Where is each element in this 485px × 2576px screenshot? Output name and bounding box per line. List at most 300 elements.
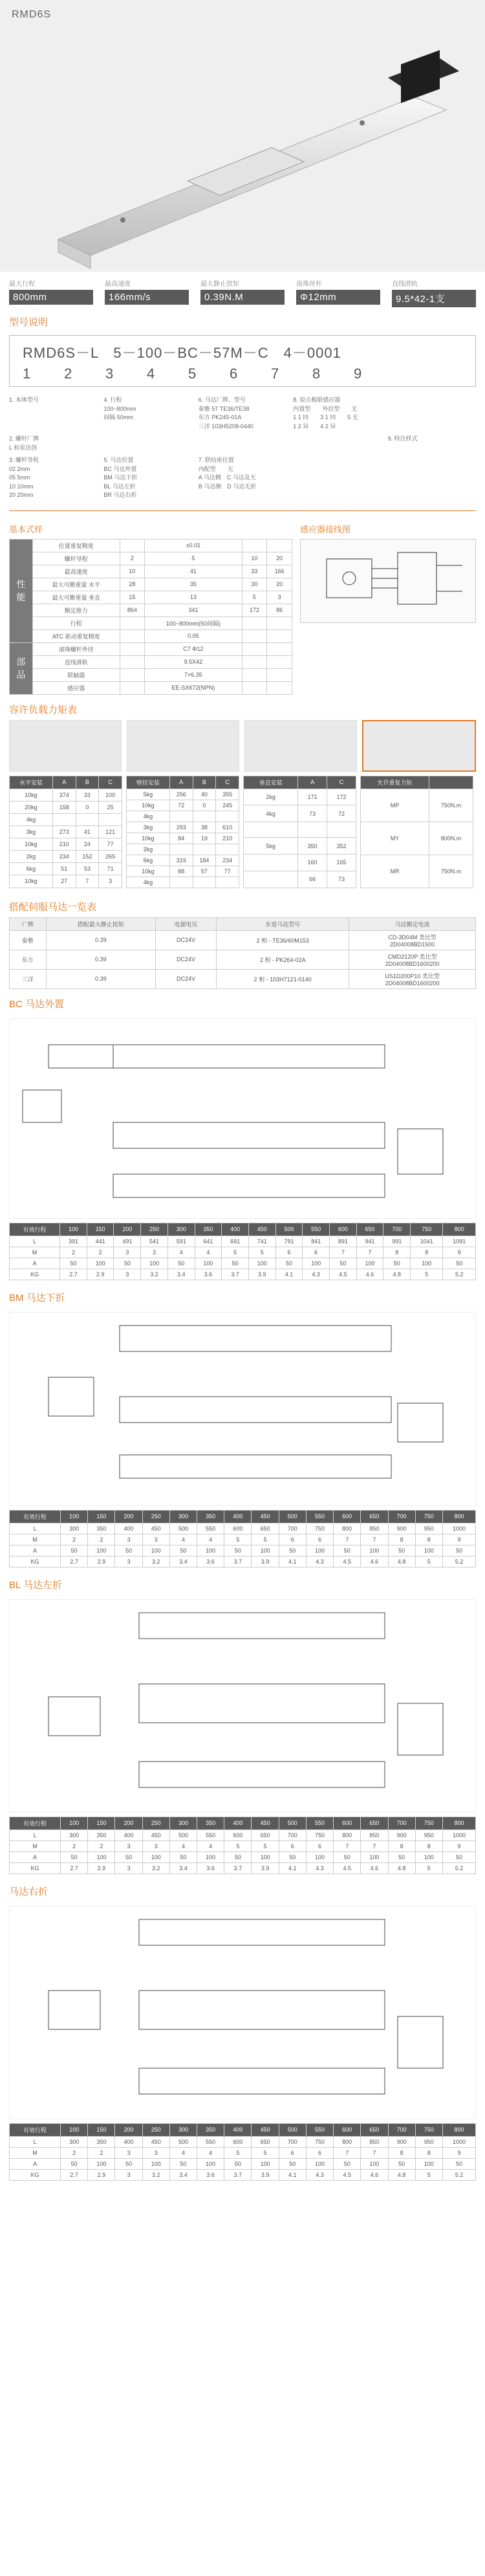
br-dim-row-cell: 6 <box>306 2147 333 2158</box>
bm-dim-row-cell: 5 <box>252 1534 279 1545</box>
bm-dim-row-cell: L <box>10 1523 61 1534</box>
basic-spec-row <box>10 617 292 629</box>
bc-dim-row-cell: 100 <box>248 1258 275 1269</box>
dim-header: 350 <box>197 1510 224 1523</box>
hero-banner <box>0 0 485 272</box>
basic-spec-cell <box>242 539 267 552</box>
dim-header: 有效行程 <box>10 1817 61 1829</box>
basic-spec-cell <box>120 617 145 629</box>
basic-spec-cell: 5 <box>145 552 242 565</box>
motor-section-title: 搭配伺服马达一览表 <box>9 901 97 913</box>
bc-dim-row-cell: 541 <box>141 1236 168 1247</box>
bm-dim-row-cell: 100 <box>306 1545 333 1556</box>
load-wall-row <box>127 789 239 800</box>
br-dim-row-cell: 750 <box>306 2136 333 2147</box>
dim-header: 550 <box>306 2123 333 2136</box>
dim-header: 400 <box>222 1223 249 1236</box>
load-moment-row-cell: MY <box>361 822 429 855</box>
load-horiz-row-cell: 51 <box>52 863 76 875</box>
bc-dim-row-cell: 4.3 <box>303 1269 330 1280</box>
br-dim-row <box>10 2136 476 2147</box>
bc-dim-row-cell: 2.9 <box>87 1269 114 1280</box>
spec-speed: 最高速度 166mm/s <box>105 278 189 307</box>
load-horiz-row-cell: 273 <box>52 825 76 838</box>
spec-stroke: 最大行程 800mm <box>9 278 93 307</box>
bc-dim-row-cell: 2 <box>60 1247 87 1258</box>
bm-dim-row-cell: 5 <box>224 1534 252 1545</box>
br-dim-row-cell: 50 <box>334 2158 361 2169</box>
basic-spec-cell <box>120 668 145 681</box>
bl-dim-row-cell: 650 <box>252 1829 279 1840</box>
bm-dim-row-cell: 650 <box>252 1523 279 1534</box>
basic-spec-cell <box>267 629 292 642</box>
load-vert-header: 垂直安装 <box>244 776 298 789</box>
basic-spec-row <box>10 552 292 565</box>
motor-row <box>10 969 476 988</box>
bl-dim-row-cell: 3.6 <box>197 1862 224 1873</box>
load-wall-header: C <box>216 776 239 789</box>
br-dim-row <box>10 2147 476 2158</box>
br-dim-row-cell: 50 <box>61 2158 88 2169</box>
motor-row-cell: 泰雅 <box>10 930 47 950</box>
load-vert-row <box>244 789 356 805</box>
bm-dim-row-cell: 6 <box>306 1534 333 1545</box>
basic-spec-row <box>10 642 292 655</box>
br-dim-row-cell: 2.9 <box>88 2169 115 2180</box>
load-wall-row-cell <box>216 877 239 888</box>
load-wall-row-cell: 319 <box>169 855 193 866</box>
model-section-title: 型号说明 <box>9 317 48 328</box>
load-vert-row-cell: 352 <box>327 838 356 855</box>
bl-dim-row-cell: 50 <box>279 1851 306 1862</box>
basic-spec-cell: 直线滑轨 <box>33 655 120 668</box>
basic-spec-row <box>10 681 292 694</box>
br-dim-row-cell: 4 <box>197 2147 224 2158</box>
load-wall-row <box>127 855 239 866</box>
basic-spec-cell: ±0.01 <box>145 539 242 552</box>
bc-dim-row-cell: 791 <box>275 1236 303 1247</box>
dim-header: 600 <box>334 1817 361 1829</box>
dim-header: 300 <box>169 1510 197 1523</box>
load-horiz-row-cell: 24 <box>76 838 99 851</box>
br-dim-row-cell: 4 <box>169 2147 197 2158</box>
section-divider <box>9 510 476 511</box>
basic-spec-cell: 41 <box>145 565 242 578</box>
br-dim-row-cell: 3.9 <box>252 2169 279 2180</box>
bc-dim-row-cell: 4 <box>167 1247 195 1258</box>
load-horiz-row-cell: 41 <box>76 825 99 838</box>
motor-row-cell: CD-3D04M 类比型 2D04008BD1500 <box>349 930 476 950</box>
br-dim-row-cell: 3.6 <box>197 2169 224 2180</box>
basic-spec-cell <box>267 655 292 668</box>
bm-dim-row <box>10 1556 476 1567</box>
bl-dim-row-cell: L <box>10 1829 61 1840</box>
bc-dim-row-cell: 4 <box>195 1247 222 1258</box>
br-dim-row-cell: 50 <box>224 2158 252 2169</box>
bm-dim-row-cell: 4.5 <box>334 1556 361 1567</box>
basic-spec-row <box>10 578 292 591</box>
load-wall-row <box>127 811 239 822</box>
basic-spec-cell: 864 <box>120 604 145 617</box>
bm-dim-row-cell: 4.6 <box>361 1556 388 1567</box>
basic-spec-cell: 10 <box>120 565 145 578</box>
br-dim-row-cell: 550 <box>197 2136 224 2147</box>
motor-header: 搭配最大静止扭矩 <box>46 917 155 930</box>
basic-spec-cell: 35 <box>145 578 242 591</box>
bl-dim-table <box>9 1817 476 1874</box>
br-dim-row-cell: 4.1 <box>279 2169 306 2180</box>
bm-dim-row-cell: 100 <box>142 1545 169 1556</box>
motor-row-cell: US1D200P10 类比型 2D04008BD1600200 <box>349 969 476 988</box>
motor-table-wrap <box>0 917 485 989</box>
bc-dim-row-cell: 2 <box>87 1247 114 1258</box>
dim-header: 650 <box>361 2123 388 2136</box>
load-wall-row-cell <box>169 877 193 888</box>
bc-dim-row-cell: 9 <box>443 1247 476 1258</box>
actuator-illustration <box>0 0 485 272</box>
load-moment-row <box>361 855 473 888</box>
load-horiz-row-cell: 374 <box>52 789 76 801</box>
load-vert-row-cell: 5kg <box>244 838 298 855</box>
br-dim-row-cell: 100 <box>415 2158 442 2169</box>
bc-dim-row-cell: 3.4 <box>167 1269 195 1280</box>
br-dim-row-cell: 5 <box>252 2147 279 2158</box>
load-wall-row-cell: 4kg <box>127 877 170 888</box>
dim-header: 650 <box>361 1817 388 1829</box>
load-horiz-header: A <box>52 776 76 789</box>
bm-dim-row-cell: 3 <box>115 1556 142 1567</box>
basic-spec-table <box>9 539 292 695</box>
bm-dim-row-cell: 100 <box>252 1545 279 1556</box>
dim-header: 100 <box>61 1510 88 1523</box>
dim-header: 700 <box>388 2123 415 2136</box>
bc-dim-row-cell: A <box>10 1258 60 1269</box>
basic-spec-cell: 最大可搬重量 水平 <box>33 578 120 591</box>
basic-spec-cell <box>242 668 267 681</box>
basic-spec-cell: 5 <box>242 591 267 604</box>
motor-row-cell: DC24V <box>155 969 216 988</box>
bl-dim-row-cell: 4 <box>197 1840 224 1851</box>
load-wall-row <box>127 844 239 855</box>
basic-spec-cell: 最高速度 <box>33 565 120 578</box>
bm-drawing <box>9 1312 476 1506</box>
motor-row-cell: DC24V <box>155 950 216 969</box>
load-moment-row-cell: 750N.m <box>429 789 473 822</box>
br-dim-row-cell: 100 <box>88 2158 115 2169</box>
br-dim-row-cell: 2.7 <box>61 2169 88 2180</box>
bc-dim-row-cell: 4.5 <box>329 1269 356 1280</box>
basic-spec-row <box>10 604 292 617</box>
br-dim-row-cell: 4.8 <box>388 2169 415 2180</box>
bl-dim-row-cell: 50 <box>61 1851 88 1862</box>
bl-dim-row-cell: 100 <box>197 1851 224 1862</box>
bc-dim-row-cell: 941 <box>356 1236 383 1247</box>
product-title: RMD6S <box>12 9 52 20</box>
basic-spec-cell: 20 <box>267 552 292 565</box>
load-horiz-row-cell: 10kg <box>10 838 53 851</box>
basic-spec-cell <box>267 668 292 681</box>
load-wall-row-cell: 355 <box>216 789 239 800</box>
load-wall-row-cell: 40 <box>193 789 216 800</box>
load-horiz-row-cell <box>52 813 76 825</box>
bl-dim-row-cell: 8 <box>415 1840 442 1851</box>
load-horiz-row-cell: 0 <box>76 801 99 813</box>
dim-header: 200 <box>115 1510 142 1523</box>
bm-dim-row-cell: 4.3 <box>306 1556 333 1567</box>
bm-dim-row-cell: 550 <box>197 1523 224 1534</box>
load-horiz-row <box>10 851 122 863</box>
bl-dim-row-cell: 4.5 <box>334 1862 361 1873</box>
dim-header: 250 <box>142 1510 169 1523</box>
bl-dim-row-cell: 4 <box>169 1840 197 1851</box>
bm-dim-row-cell: 50 <box>279 1545 306 1556</box>
basic-spec-cell <box>267 681 292 694</box>
bm-dim-row-cell: 8 <box>415 1534 442 1545</box>
bc-drawing <box>9 1018 476 1219</box>
bl-dim-row-cell: 100 <box>361 1851 388 1862</box>
bm-dim-row-cell: 100 <box>88 1545 115 1556</box>
dim-header: 300 <box>169 1817 197 1829</box>
bm-dim-row-cell: 8 <box>388 1534 415 1545</box>
load-wall-row <box>127 800 239 811</box>
basic-spec-cell: 28 <box>120 578 145 591</box>
basic-spec-cell <box>120 642 145 655</box>
basic-spec-cell: 86 <box>267 604 292 617</box>
load-horiz-row-cell: 10kg <box>10 789 53 801</box>
bl-dim-row-cell: 3 <box>115 1840 142 1851</box>
dim-header: 600 <box>329 1223 356 1236</box>
load-horiz-row-cell <box>99 813 122 825</box>
basic-spec-cell <box>242 642 267 655</box>
dim-header: 550 <box>303 1223 330 1236</box>
load-vert-row-cell: 350 <box>298 838 327 855</box>
bm-dim-row-cell: 450 <box>142 1523 169 1534</box>
bc-dim-row-cell: 8 <box>383 1247 411 1258</box>
basic-spec-cell: 感应器 <box>33 681 120 694</box>
load-diagram-wall <box>127 720 239 772</box>
load-table-moment <box>360 776 473 888</box>
dim-header: 500 <box>279 2123 306 2136</box>
load-horiz-row-cell: 20kg <box>10 801 53 813</box>
load-wall-row-cell: 2kg <box>127 844 170 855</box>
bm-dim-row <box>10 1534 476 1545</box>
bm-dim-row-cell: 700 <box>279 1523 306 1534</box>
load-horiz-row-cell: 2kg <box>10 851 53 863</box>
load-horiz-row-cell: 33 <box>76 789 99 801</box>
dim-header: 800 <box>442 2123 475 2136</box>
br-dim-row-cell: 9 <box>442 2147 475 2158</box>
load-horiz-row-cell: 121 <box>99 825 122 838</box>
load-horiz-row <box>10 825 122 838</box>
bc-dim-row-cell: 641 <box>195 1236 222 1247</box>
basic-spec-cell <box>242 655 267 668</box>
bm-dim-row-cell: 2.7 <box>61 1556 88 1567</box>
load-horiz-row <box>10 789 122 801</box>
load-moment-row <box>361 822 473 855</box>
load-horiz-row-cell: 158 <box>52 801 76 813</box>
load-table-horizontal <box>9 776 122 888</box>
motor-header: 步进马达型号 <box>217 917 349 930</box>
load-vert-row-cell: 171 <box>298 789 327 805</box>
dim-header: 450 <box>252 2123 279 2136</box>
load-wall-row-cell: 10kg <box>127 800 170 811</box>
load-vert-row-cell: 160 <box>298 854 327 871</box>
load-horiz-row-cell: 210 <box>52 838 76 851</box>
bm-dim-row-cell: 50 <box>334 1545 361 1556</box>
load-moment-header <box>429 776 473 789</box>
bl-dim-row-cell: 100 <box>415 1851 442 1862</box>
dim-header: 250 <box>142 2123 169 2136</box>
load-vert-row-cell: 165 <box>327 854 356 871</box>
br-dim-row-cell: 2 <box>61 2147 88 2158</box>
bm-dim-row-cell: 3.9 <box>252 1556 279 1567</box>
dim-header: 200 <box>115 1817 142 1829</box>
load-vert-row-cell: 73 <box>327 871 356 888</box>
bm-dim-row-cell: 2 <box>88 1534 115 1545</box>
load-horiz-row-cell: 265 <box>99 851 122 863</box>
load-vert-row <box>244 838 356 855</box>
bc-dim-row <box>10 1258 476 1269</box>
basic-spec-cell: 7×6.35 <box>145 668 242 681</box>
dim-header: 750 <box>411 1223 443 1236</box>
load-wall-row-cell: 84 <box>169 833 193 844</box>
load-moment-row-cell: MP <box>361 789 429 822</box>
load-wall-header: B <box>193 776 216 789</box>
bl-section-title: BL 马达左折 <box>9 1579 62 1591</box>
motor-header: 厂牌 <box>10 917 47 930</box>
dim-header: 500 <box>275 1223 303 1236</box>
bl-dim-row-cell: 2.9 <box>88 1862 115 1873</box>
dim-header: 150 <box>87 1223 114 1236</box>
bc-dim-row <box>10 1269 476 1280</box>
br-dim-row-cell: 450 <box>142 2136 169 2147</box>
model-code-index: 1 2 3 4 5 6 7 8 9 <box>23 366 362 382</box>
bl-dim-row-cell: 850 <box>361 1829 388 1840</box>
load-horiz-row-cell: 77 <box>99 838 122 851</box>
br-dim-row-cell: 4.6 <box>361 2169 388 2180</box>
motor-row-cell: 0.39 <box>46 969 155 988</box>
bl-dim-row-cell: 100 <box>88 1851 115 1862</box>
bm-dim-row-cell: 3.4 <box>169 1556 197 1567</box>
bm-dim-row-cell: 7 <box>334 1534 361 1545</box>
bl-dim-row-cell: 4.3 <box>306 1862 333 1873</box>
bc-dim-row-cell: 4.6 <box>356 1269 383 1280</box>
dim-header: 350 <box>197 1817 224 1829</box>
bc-dim-row-cell: 3 <box>114 1247 141 1258</box>
dim-header: 100 <box>61 2123 88 2136</box>
load-diagram-horizontal <box>9 720 122 772</box>
basic-spec-cell: 额定推力 <box>33 604 120 617</box>
load-vert-row-cell: 72 <box>327 805 356 822</box>
bm-dim-row-cell: 100 <box>361 1545 388 1556</box>
basic-spec-cell: 0.05 <box>145 629 242 642</box>
dim-header: 500 <box>279 1510 306 1523</box>
dim-header: 650 <box>361 1510 388 1523</box>
br-dim-row-cell: 950 <box>415 2136 442 2147</box>
bl-dim-row-cell: M <box>10 1840 61 1851</box>
bc-dim-row-cell: 3.9 <box>248 1269 275 1280</box>
br-dim-row-cell: 800 <box>334 2136 361 2147</box>
bl-dim-row-cell: 5.2 <box>442 1862 475 1873</box>
bc-dim-row <box>10 1247 476 1258</box>
bl-dim-row-cell: 3.2 <box>142 1862 169 1873</box>
motor-row-cell: 0.39 <box>46 950 155 969</box>
bc-dim-row-cell: 50 <box>222 1258 249 1269</box>
motor-table <box>9 917 476 989</box>
bc-dim-row-cell: 3.7 <box>222 1269 249 1280</box>
dim-header: 150 <box>88 1817 115 1829</box>
bl-dim-row-cell: 300 <box>61 1829 88 1840</box>
model-legend: 1. 本体型号 4. 行程 100~800mm 间隔 50mm 6. 马达厂牌、型号 泰雅 57 TE36/TE38 东方 PK245-01A 三洋 103H5208-0440 8. 原点极限感应器 内置型 外挂型 无 1 1 同 3 1 同 5 无 1 2 异 4 2 异 2. 螺杆厂牌 L 和星达创 9. 特注样式 3. 螺杆导程 02 2mm 05 5mm 10 10mm 20 20mm 5. 马达位置 BC 马达外置 BM 马达下折 BL 马达左折 BR 马达右折 7. 联结座位置 内配型 无 A 马达侧 C 马达及无 B 马达侧 D 马达无折 <box>9 397 418 498</box>
dim-header: 150 <box>88 2123 115 2136</box>
bl-dim-row <box>10 1829 476 1840</box>
bc-dim-row-cell: 3.2 <box>141 1269 168 1280</box>
spec-guide: 直线滑轨 9.5*42-1支 <box>392 278 476 307</box>
bl-dim-row-cell: 50 <box>224 1851 252 1862</box>
motor-row-cell: CMD2120P 类比型 2D04008BD1600200 <box>349 950 476 969</box>
dim-header: 500 <box>279 1817 306 1829</box>
bm-dim-row-cell: 2.9 <box>88 1556 115 1567</box>
bl-dim-row-cell: 8 <box>388 1840 415 1851</box>
load-table-wall <box>126 776 239 888</box>
basic-spec-cell: 联轴器 <box>33 668 120 681</box>
motor-header: 马达额定电流 <box>349 917 476 930</box>
load-horiz-row <box>10 875 122 888</box>
br-dim-row-cell: 8 <box>388 2147 415 2158</box>
dim-header: 有效行程 <box>10 2123 61 2136</box>
load-horiz-row-cell: 71 <box>99 863 122 875</box>
load-vert-row-cell: 2kg <box>244 789 298 805</box>
bl-dim-row-cell: 900 <box>388 1829 415 1840</box>
bc-dim-row-cell: 841 <box>303 1236 330 1247</box>
load-wall-row-cell: 10kg <box>127 866 170 877</box>
basic-spec-cell: 10 <box>242 552 267 565</box>
br-dim-row-cell: 3.7 <box>224 2169 252 2180</box>
basic-spec-row <box>10 668 292 681</box>
dim-header: 450 <box>252 1817 279 1829</box>
load-vert-row <box>244 805 356 822</box>
bl-dim-row-cell: 950 <box>415 1829 442 1840</box>
basic-spec-cell: 2 <box>120 552 145 565</box>
bl-dim-row-cell: 6 <box>279 1840 306 1851</box>
bl-dim-row-cell: 350 <box>88 1829 115 1840</box>
bm-dim-row-cell: 4.1 <box>279 1556 306 1567</box>
bc-dim-row-cell: 4.1 <box>275 1269 303 1280</box>
dim-header: 200 <box>114 1223 141 1236</box>
bm-dim-row-cell: 3 <box>115 1534 142 1545</box>
bl-dim-row-cell: 4.1 <box>279 1862 306 1873</box>
bc-dim-row-cell: 5 <box>411 1269 443 1280</box>
bl-dim-row-cell: 500 <box>169 1829 197 1840</box>
dim-header: 300 <box>167 1223 195 1236</box>
wiring-diagram: 感应器接线图 <box>300 515 476 695</box>
load-wall-row-cell <box>216 844 239 855</box>
bl-dim-row <box>10 1840 476 1851</box>
basic-spec-cell <box>242 617 267 629</box>
bm-section-title: BM 马达下折 <box>9 1292 65 1304</box>
bm-dim-row-cell: 100 <box>415 1545 442 1556</box>
load-moment-row-cell: 750N.m <box>429 855 473 888</box>
br-dim-row-cell: 5 <box>224 2147 252 2158</box>
load-vert-row-cell: 73 <box>298 805 327 822</box>
br-dim-row-cell: 100 <box>306 2158 333 2169</box>
bc-dim-row-cell: 2.7 <box>60 1269 87 1280</box>
bc-dim-row-cell: 441 <box>87 1236 114 1247</box>
load-wall-row-cell: 210 <box>216 833 239 844</box>
br-dim-table <box>9 2123 476 2181</box>
load-wall-row-cell: 234 <box>216 855 239 866</box>
bc-dim-row-cell: 691 <box>222 1236 249 1247</box>
